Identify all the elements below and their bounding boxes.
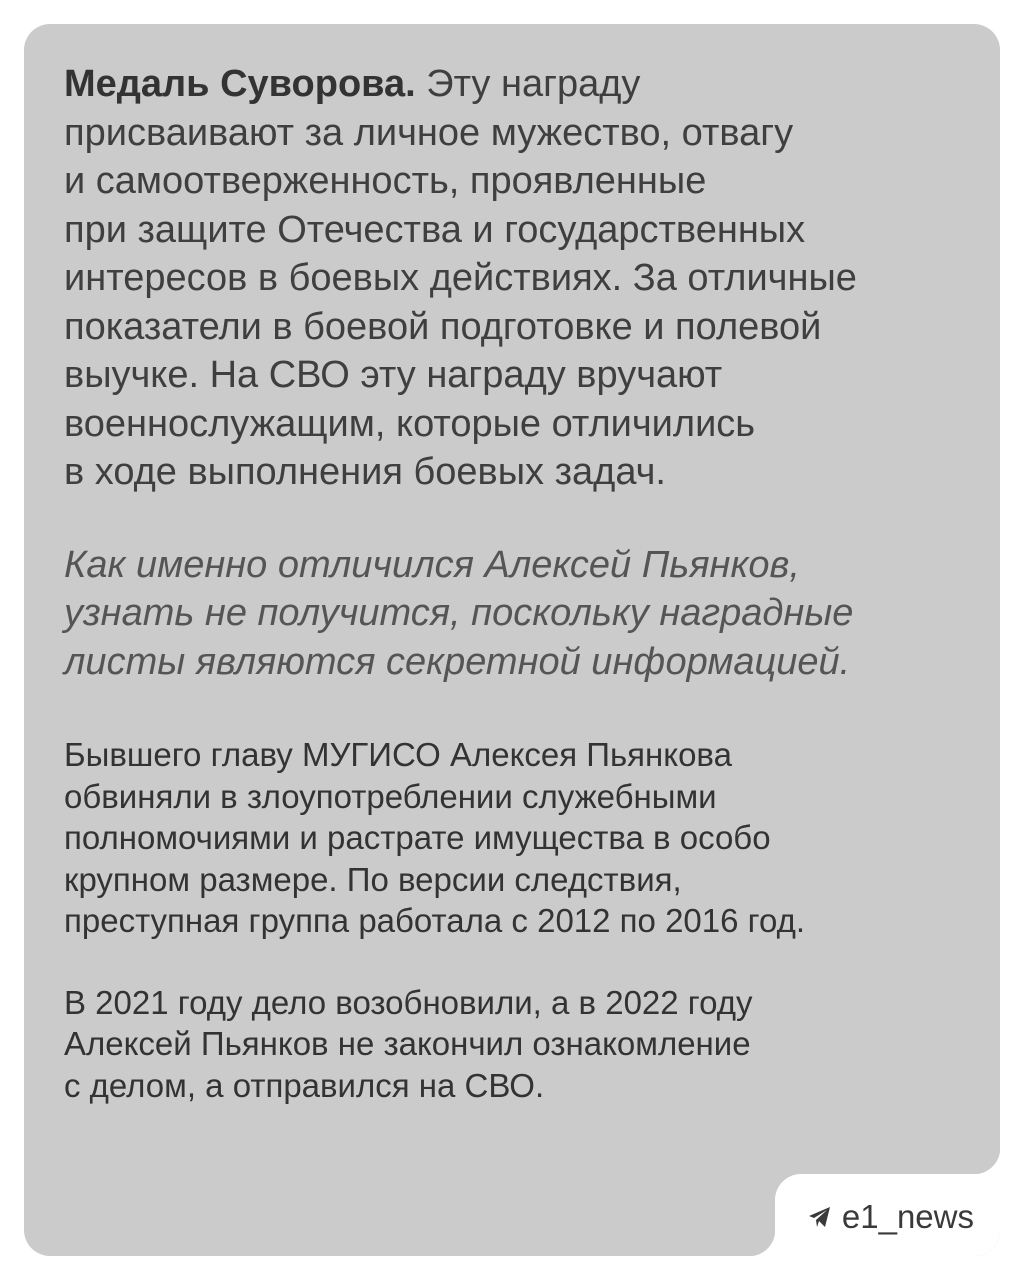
channel-tab <box>775 1174 1000 1256</box>
paragraph-case-resumed: В 2021 году дело возобновили, а в 2022 году Алексей Пьянков не закончил ознакомление с делом, а отправился на СВО. <box>64 983 753 1104</box>
medal-description <box>64 60 984 497</box>
italic-note: Как именно отличился Алексей Пьянков, узнать не получится, поскольку наградные листы являются секретной информацией. <box>64 543 854 683</box>
article-body <box>64 60 984 1106</box>
telegram-icon <box>808 1206 832 1228</box>
post-card <box>24 24 1000 1256</box>
medal-description-text: Эту награду присваивают за личное мужество, отвагу и самоотверженность, проявленные при защите Отечества и государственных интересов в боевых действиях. За отличные показатели в боевой подготовке и полевой выучке. На СВО эту награду вручают военнослужащим, которые отличились в ходе выполнения боевых задач. <box>64 63 857 493</box>
channel-handle-text: e1_news <box>841 1198 974 1235</box>
medal-title: Медаль Суворова. <box>64 63 416 105</box>
channel-handle[interactable] <box>808 1198 974 1236</box>
paragraph-charges: Бывшего главу МУГИСО Алексея Пьянкова обвиняли в злоупотреблении служебными полномочиями и растрате имущества в особо крупном размере. По версии следствия, преступная группа работала с 2012 по 2016 год. <box>64 736 806 939</box>
